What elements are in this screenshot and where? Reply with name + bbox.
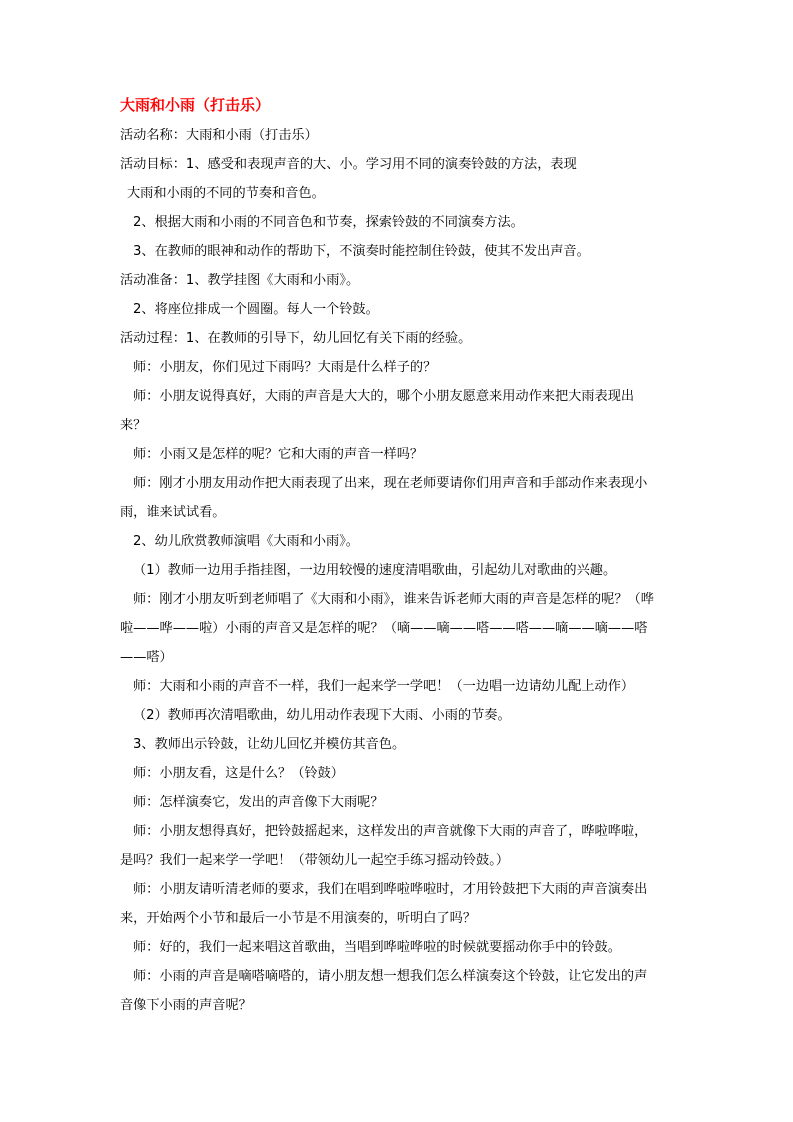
text-line: 雨，谁来试试看。 xyxy=(120,505,226,520)
text-line: 活动名称：大雨和小雨（打击乐） xyxy=(120,128,318,143)
text-line: 师：刚才小朋友听到老师唱了《大雨和小雨》，谁来告诉老师大雨的声音是怎样的呢？（哗 xyxy=(133,592,654,607)
text-line: （1）教师一边用手指挂图，一边用较慢的速度清唱歌曲，引起幼儿对歌曲的兴趣。 xyxy=(133,563,617,578)
text-line: 活动目标：1、感受和表现声音的大、小。学习用不同的演奏铃鼓的方法，表现 xyxy=(120,157,577,172)
text-line: 师：怎样演奏它，发出的声音像下大雨呢？ xyxy=(133,795,384,810)
text-line: 音像下小雨的声音呢？ xyxy=(120,998,252,1013)
text-line: 师：刚才小朋友用动作把大雨表现了出来，现在老师要请你们用声音和手部动作来表现小 xyxy=(133,476,648,491)
text-line: 来，开始两个小节和最后一小节是不用演奏的，听明白了吗？ xyxy=(120,911,477,926)
text-line: 师：大雨和小雨的声音不一样，我们一起来学一学吧！（一边唱一边请幼儿配上动作） xyxy=(133,679,635,694)
text-line: 2、根据大雨和小雨的不同音色和节奏，探索铃鼓的不同演奏方法。 xyxy=(133,215,524,230)
text-line: 师：好的，我们一起来唱这首歌曲，当唱到哗啦哗啦的时候就要摇动你手中的铃鼓。 xyxy=(133,940,621,955)
text-line: 师：小雨的声音是嘀嗒嘀嗒的，请小朋友想一想我们怎么样演奏这个铃鼓，让它发出的声 xyxy=(133,969,648,984)
text-line: 师：小朋友想得真好，把铃鼓摇起来，这样发出的声音就像下大雨的声音了，哗啦哗啦， xyxy=(133,824,648,839)
document-body xyxy=(120,121,680,1020)
text-line: 3、在教师的眼神和动作的帮助下，不演奏时能控制住铃鼓，使其不发出声音。 xyxy=(133,244,590,259)
text-line: 2、将座位排成一个圆圈。每人一个铃鼓。 xyxy=(133,302,379,317)
text-line: 师：小朋友说得真好，大雨的声音是大大的，哪个小朋友愿意来用动作来把大雨表现出 xyxy=(133,389,635,404)
text-line: 师：小朋友，你们见过下雨吗？大雨是什么样子的？ xyxy=(133,360,437,375)
text-line: 来？ xyxy=(120,418,147,433)
text-line: ——嗒） xyxy=(120,650,173,665)
text-line: 师：小朋友看，这是什么？（铃鼓） xyxy=(133,766,344,781)
text-line: 活动过程：1、在教师的引导下，幼儿回忆有关下雨的经验。 xyxy=(120,331,472,346)
text-line: 3、教师出示铃鼓，让幼儿回忆并模仿其音色。 xyxy=(133,737,406,752)
text-line: 2、幼儿欣赏教师演唱《大雨和小雨》。 xyxy=(133,534,359,549)
text-line: 师：小雨又是怎样的呢？它和大雨的声音一样吗？ xyxy=(133,447,424,462)
text-line: 是吗？我们一起来学一学吧！（带领幼儿一起空手练习摇动铃鼓。） xyxy=(120,853,510,868)
text-line: 师：小朋友请听清老师的要求，我们在唱到哗啦哗啦时，才用铃鼓把下大雨的声音演奏出 xyxy=(133,882,648,897)
text-line: 活动准备：1、教学挂图《大雨和小雨》。 xyxy=(120,273,360,288)
text-line: （2）教师再次清唱歌曲，幼儿用动作表现下大雨、小雨的节奏。 xyxy=(133,708,511,723)
text-line: 啦——哗——啦）小雨的声音又是怎样的呢？（嘀——嘀——嗒——嗒——嘀——嘀——嗒 xyxy=(120,621,648,636)
text-line: 大雨和小雨的不同的节奏和音色。 xyxy=(127,186,325,201)
document-title: 大雨和小雨（打击乐） xyxy=(120,96,271,114)
